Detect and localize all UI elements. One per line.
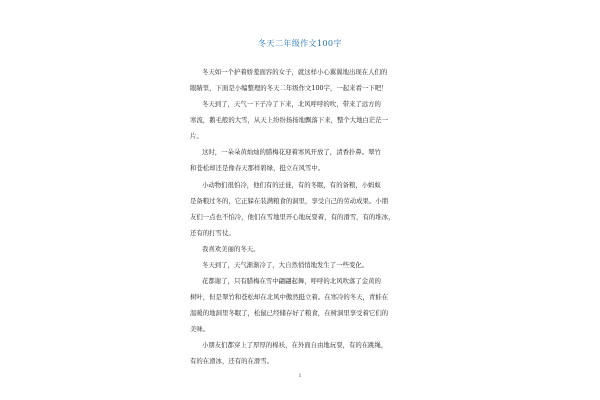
paragraph-line: 小动物们很怕冷，他们有的迁徙，有的冬眠，有的备粮，小蚂蚁 [202, 181, 381, 189]
paragraph-line: 冬天到了，天气一下子冷了下来，北风呼呼的吹，带来了远方的 [202, 100, 381, 108]
paragraph-line: 有的在滑冰，还有的在滑雪。 [190, 357, 274, 365]
paragraph-line: 美味。 [190, 325, 210, 333]
paragraph-line: 我喜欢美丽的冬天。 [202, 245, 260, 253]
paragraph-line: 树叶，但是翠竹和苍松却在北风中傲然挺立着。在寒冷的冬天，青蛙在 [190, 293, 389, 301]
paragraph-line: 寒流，鹅毛般的大雪，从天上纷纷扬扬地飘落下来，整个大地白茫茫一 [190, 116, 389, 124]
paragraph-line: 片。 [190, 132, 203, 140]
paragraph-line: 友们一点也不怕冷，他们在雪地里开心地玩耍着，有的滑雪，有的堆冰， [190, 213, 395, 221]
paragraph-line: 和苍松却还是像春天那样碧绿，挺立在风雪中。 [190, 164, 325, 172]
document-title: 冬天二年级作文100字 [258, 39, 342, 48]
paragraph-line: 眼睛里，下面是小编整理的冬天二年级作文100字，一起来看一下吧！ [190, 84, 388, 92]
paragraph-line: 温暖的地洞里冬眠了，松鼠已经储存好了粮食，在树洞里享受着它们的 [190, 309, 389, 317]
paragraph-line: 冬天如一个护着娇羞面容的女子，就这样小心翼翼地出现在人们的 [202, 68, 388, 76]
paragraph-line: 花都谢了，只有腊梅在雪中翩翩起舞，呼呼的北风吹落了金黄的 [202, 277, 381, 285]
paragraph-line: 小朋友们都穿上了厚厚的棉袄，在外面自由地玩耍，有的在跳绳， [202, 341, 388, 349]
paragraph-line: 是备粮过冬的，它正躲在装满粮食的洞里，享受自己的劳动成果。小朋 [190, 197, 389, 205]
page-number: 1 [298, 373, 302, 379]
paragraph-line: 还有的打雪仗。 [190, 229, 235, 237]
paragraph-line: 这时，一朵朵黄灿灿的腊梅花迎着寒风开放了，清香扑鼻。翠竹 [202, 148, 381, 156]
paragraph-line: 冬天到了，天气渐渐冷了，大自然悄悄地发生了一些变化。 [202, 261, 369, 269]
